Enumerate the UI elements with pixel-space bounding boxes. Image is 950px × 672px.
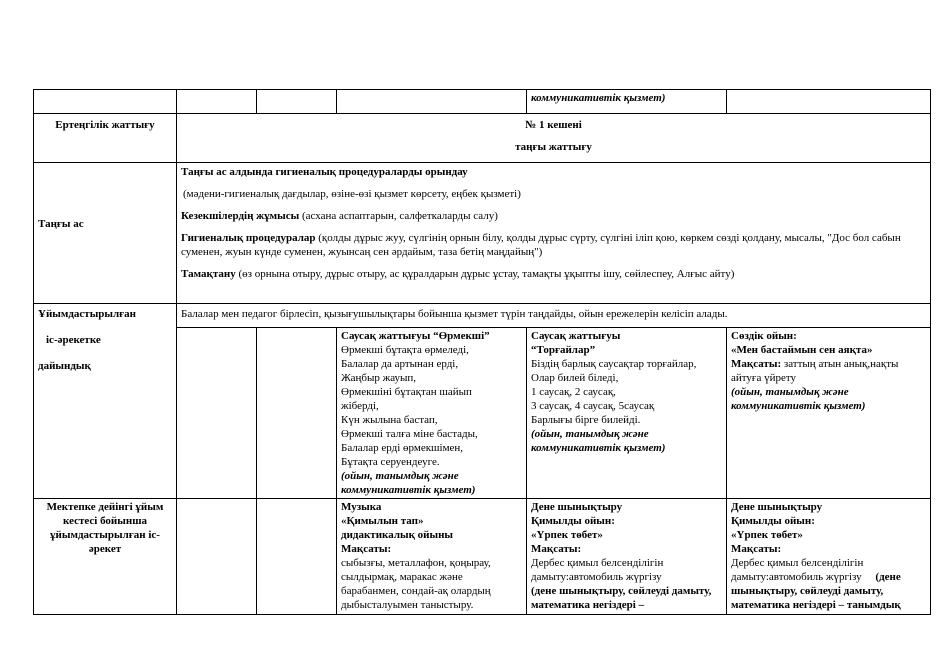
- procedures-text: (қолды дұрыс жуу, сүлгінің орнын білу, қолды дұрыс сүрту, сүлгіні іліп қою, көркем сөзді қолдану, мысалы, "Дос бол сабын суменен, жуын күнде суменен, жуынсаң сен әрдайым, таза бетің маңдайың"): [181, 232, 901, 258]
- breakfast-content: [177, 163, 931, 304]
- music-subject: Музыка: [341, 501, 382, 513]
- spider-line: Өрмекші талға міне бастады,: [341, 428, 478, 440]
- table-row-breakfast: [34, 163, 931, 304]
- daily-plan-table: [33, 89, 931, 615]
- empty-cell: [257, 328, 337, 499]
- table-row-morning-exercise: [34, 114, 931, 163]
- sparrows-note: (ойын, танымдық және коммуникативтік қызмет): [531, 428, 666, 454]
- activity-note: коммуникативтік қызмет): [527, 90, 727, 114]
- spider-line: Өрмекші бұтақта өрмеледі,: [341, 344, 469, 356]
- table-row-preparation: [34, 304, 931, 328]
- sparrows-line: Олар билей біледі,: [531, 372, 619, 384]
- empty-cell: [177, 328, 257, 499]
- pe-goal-text: Дербес қимыл белсенділігін дамыту:автомобиль жүргізу: [531, 557, 664, 583]
- empty-cell: [257, 499, 337, 615]
- preparation-label-3: дайындық: [38, 360, 91, 372]
- finger-exercise-spider: [337, 328, 527, 499]
- pe-goal-label: Мақсаты:: [731, 543, 782, 555]
- music-activity: [337, 499, 527, 615]
- preparation-intro: Балалар мен педагог бірлесіп, қызығушылықтары бойынша қызмет түрін таңдайды, ойын ережелерін келісіп алады.: [177, 304, 931, 328]
- pe-note: (дене шынықтыру, сөйлеуді дамыту, математика негіздері – танымдық: [731, 571, 904, 611]
- music-game-type: дидактикалық ойыны: [341, 529, 454, 541]
- music-goal-label: Мақсаты:: [341, 543, 392, 555]
- pe-game-type: Қимылды ойын:: [731, 515, 815, 527]
- eating-title: Тамақтану: [181, 268, 236, 280]
- word-game: [727, 328, 931, 499]
- sparrows-line: Барлығы бірге билейді.: [531, 414, 641, 426]
- table-row-continued: [34, 90, 931, 114]
- procedures-paragraph: [181, 231, 926, 259]
- preparation-label-2: іс-әрекетке: [46, 334, 101, 346]
- sparrows-line: Біздің барлық саусақтар торғайлар,: [531, 358, 697, 370]
- eating-text: (өз орнына отыру, дұрыс отыру, ас құралдарын дұрыс ұстау, тамақты ұқыпты ішу, сөйлеспеу, Алғыс айту): [235, 268, 735, 280]
- word-game-title: Сөздік ойын:: [731, 330, 797, 342]
- pe-goal-text-main: Дербес қимыл белсенділігін дамыту:автомобиль жүргізу: [731, 557, 867, 583]
- pe-subject: Дене шынықтыру: [531, 501, 623, 513]
- row-label-breakfast: Таңғы ас: [34, 163, 177, 304]
- word-game-goal: [731, 357, 926, 385]
- spider-line: Бұтақта серуендеуге.: [341, 456, 440, 468]
- empty-cell: [34, 90, 177, 114]
- music-game: «Қимылын тап»: [341, 515, 424, 527]
- empty-cell: [727, 90, 931, 114]
- pe-activity-1: [527, 499, 727, 615]
- pe-subject: Дене шынықтыру: [731, 501, 823, 513]
- pe-game-type: Қимылды ойын:: [531, 515, 615, 527]
- word-game-note: (ойын, танымдық және коммуникативтік қызмет): [731, 386, 866, 412]
- pe-goal-label: Мақсаты:: [531, 543, 582, 555]
- sparrows-line: 1 саусақ, 2 саусақ,: [531, 386, 616, 398]
- word-game-subtitle: «Мен бастаймын сен аяқта»: [731, 344, 873, 356]
- duty-paragraph: [181, 209, 926, 223]
- sparrows-title-2: “Торғайлар”: [531, 344, 596, 356]
- morning-exercise-content: [177, 114, 931, 163]
- duty-title: Кезекшілердің жұмысы: [181, 210, 300, 222]
- empty-cell: [257, 90, 337, 114]
- table-row-scheduled-activities: [34, 499, 931, 615]
- spider-line: Өрмекшіні бұтақтан шайып: [341, 386, 472, 398]
- duty-text: (асхана аспаптарын, салфеткаларды салу): [299, 210, 498, 222]
- sparrows-title-1: Саусақ жаттығуы: [531, 330, 621, 342]
- music-goal-text: сыбызғы, металлафон, қоңырау, сылдырмақ, маракас және барабанмен, сондай-ақ олардың дыбысталуымен таныстыру.: [341, 557, 491, 611]
- spider-note: (ойын, танымдық және коммуникативтік қызмет): [341, 470, 476, 496]
- empty-cell: [337, 90, 527, 114]
- hygiene-note: (мәдени-гигиеналық дағдылар, өзіне-өзі қызмет көрсету, еңбек қызметі): [183, 188, 521, 200]
- spider-line: Балалар ерді өрмекшімен,: [341, 442, 464, 454]
- spider-line: Күн жылына бастап,: [341, 414, 438, 426]
- eating-paragraph: [181, 267, 926, 281]
- row-label-preparation: [34, 304, 177, 499]
- pe-note: (дене шынықтыру, сөйлеуді дамыту, математика негіздері –: [531, 585, 712, 611]
- spider-line: Балалар да артынан ерді,: [341, 358, 459, 370]
- pe-goal-text: [731, 556, 926, 612]
- procedures-title: Гигиеналық процедуралар: [181, 232, 316, 244]
- goal-text: заттың атын анық,нақты айтуға үйрету: [731, 358, 899, 384]
- hygiene-title: Таңғы ас алдында гигиеналық процедураларды орындау: [181, 166, 468, 178]
- empty-cell: [177, 499, 257, 615]
- pe-activity-2: [727, 499, 931, 615]
- pe-game: «Үрпек төбет»: [731, 529, 803, 541]
- spider-title: Саусақ жаттығуы “Өрмекші”: [341, 330, 490, 342]
- preparation-label-1: Ұйымдастырылған: [38, 308, 137, 320]
- goal-label: Мақсаты:: [731, 358, 782, 370]
- row-label-morning-exercise: Ертеңгілік жаттығу: [34, 114, 177, 163]
- finger-exercise-sparrows: [527, 328, 727, 499]
- sparrows-line: 3 саусақ, 4 саусақ, 5саусақ: [531, 400, 655, 412]
- row-label-scheduled: Мектепке дейінгі ұйым кестесі бойынша ұйымдастырылған іс-әрекет: [34, 499, 177, 615]
- exercise-name: таңғы жаттығу: [515, 141, 592, 153]
- empty-cell: [177, 90, 257, 114]
- spider-line: жіберді,: [341, 400, 379, 412]
- exercise-complex: № 1 кешені: [525, 119, 582, 131]
- pe-game: «Үрпек төбет»: [531, 529, 603, 541]
- spider-line: Жаңбыр жауып,: [341, 372, 417, 384]
